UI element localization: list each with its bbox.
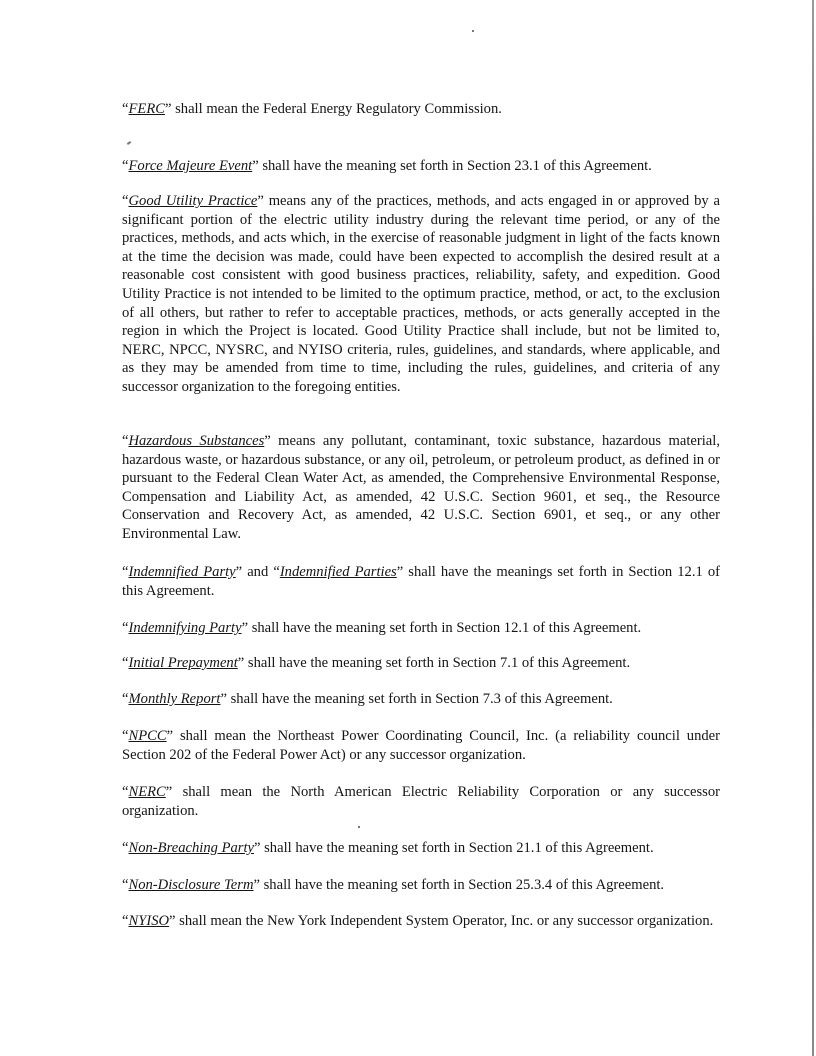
term: Force Majeure Event xyxy=(128,158,253,174)
term: Monthly Report xyxy=(128,691,221,707)
definition-non-breaching-party: “Non-Breaching Party” shall have the meaning set forth in Section 21.1 of this Agreement. xyxy=(122,840,654,856)
term: Non-Breaching Party xyxy=(128,840,254,856)
definition-text: shall have the meanings set forth in Section 12.1 of this Agreement. xyxy=(122,564,720,599)
definition-nyiso: “NYISO” shall mean the New York Independent System Operator, Inc. or any successor organization. xyxy=(122,913,714,929)
definition-initial-prepayment: “Initial Prepayment” shall have the meaning set forth in Section 7.1 of this Agreement. xyxy=(122,655,631,671)
scan-speck xyxy=(127,141,131,145)
definition-text: means any pollutant, contaminant, toxic substance, hazardous material, hazardous waste, or hazardous substance, or any oil, petroleum, or petroleum product, as defined in or pursuant to the Federal Clean Water Act, as amended, the Comprehensive Environmental Response, Compensation and Liability Act, as amended, 42 U.S.C. Section 9601, et seq., the Resource Conservation and Recovery Act, as amended, 42 U.S.C. Section 6901, et seq., or any other Environmental Law. xyxy=(122,433,720,542)
term: Initial Prepayment xyxy=(128,655,238,671)
definition-text: and xyxy=(242,564,274,580)
definition-force-majeure-event: “Force Majeure Event” shall have the meaning set forth in Section 23.1 of this Agreement. xyxy=(122,158,652,174)
term: Non-Disclosure Term xyxy=(128,877,254,893)
scan-speck xyxy=(358,826,360,828)
term: NERC xyxy=(128,784,166,800)
definition-text: shall have the meaning set forth in Section 7.3 of this Agreement. xyxy=(226,691,613,707)
term: Hazardous Substances xyxy=(128,433,265,449)
definition-text: shall mean the Federal Energy Regulatory Commission. xyxy=(171,101,502,117)
definition-text: shall have the meaning set forth in Section 21.1 of this Agreement. xyxy=(260,840,654,856)
definition-text: shall have the meaning set forth in Section 12.1 of this Agreement. xyxy=(248,620,642,636)
definition-text: shall have the meaning set forth in Section 7.1 of this Agreement. xyxy=(244,655,631,671)
term: NYISO xyxy=(128,913,170,929)
term: FERC xyxy=(128,101,165,117)
definition-text: means any of the practices, methods, and acts engaged in or approved by a significant portion of the electric utility industry during the relevant time period, or any of the practices, methods, and acts which, in the exercise of reasonable judgment in light of the facts known at the time the decision was made, could have been expected to accomplish the desired result at a reasonable cost consistent with good business practices, reliability, safety, and expedition. Good Utility Practice is not intended to be limited to the optimum practice, method, or act, to the exclusion of all others, but rather to refer to acceptable practices, methods, or acts generally accepted in the region in which the Project is located. Good Utility Practice shall include, but not be limited to, NERC, NPCC, NYSRC, and NYISO criteria, rules, guidelines, and standards, where applicable, and as they may be amended from time to time, including the rules, guidelines, and criteria of any successor organization to the foregoing entities. xyxy=(122,193,721,395)
scan-edge-line xyxy=(812,0,814,1056)
scan-speck xyxy=(472,30,474,32)
definition-text: shall mean the New York Independent System Operator, Inc. or any successor organization. xyxy=(175,913,714,929)
definition-text: shall mean the North American Electric Reliability Corporation or any successor organization. xyxy=(122,784,720,819)
definition-text: shall mean the Northeast Power Coordinating Council, Inc. (a reliability council under Section 202 of the Federal Power Act) or any successor organization. xyxy=(122,728,720,763)
definition-text: shall have the meaning set forth in Section 25.3.4 of this Agreement. xyxy=(259,877,665,893)
definition-monthly-report: “Monthly Report” shall have the meaning set forth in Section 7.3 of this Agreement. xyxy=(122,691,613,707)
term: Indemnified Parties xyxy=(279,564,397,580)
term: Indemnified Party xyxy=(128,564,236,580)
term: Good Utility Practice xyxy=(128,193,258,209)
definition-npcc: “NPCC” shall mean the Northeast Power Coordinating Council, Inc. (a reliability council under Section 202 of the Federal Power Act) or any successor organization. xyxy=(122,728,720,763)
definition-non-disclosure-term: “Non-Disclosure Term” shall have the meaning set forth in Section 25.3.4 of this Agreement. xyxy=(122,877,665,893)
definition-nerc: “NERC” shall mean the North American Electric Reliability Corporation or any successor organization. xyxy=(122,784,720,819)
term: Indemnifying Party xyxy=(128,620,242,636)
definition-indemnifying-party: “Indemnifying Party” shall have the meaning set forth in Section 12.1 of this Agreement. xyxy=(122,620,642,636)
term: NPCC xyxy=(128,728,167,744)
definition-good-utility-practice: “Good Utility Practice” means any of the practices, methods, and acts engaged in or approved by a significant portion of the electric utility industry during the relevant time period, or any of the practices, methods, and acts which, in the exercise of reasonable judgment in light of the facts known at the time the decision was made, could have been expected to accomplish the desired result at a reasonable cost consistent with good business practices, reliability, safety, and expedition. Good Utility Practice is not intended to be limited to the optimum practice, method, or act, to the exclusion of all others, but rather to refer to acceptable practices, methods, or acts generally accepted in the region in which the Project is located. Good Utility Practice shall include, but not be limited to, NERC, NPCC, NYSRC, and NYISO criteria, rules, guidelines, and standards, where applicable, and as they may be amended from time to time, including the rules, guidelines, and criteria of any successor organization to the foregoing entities. xyxy=(122,193,721,395)
definition-indemnified-party: “Indemnified Party” and “Indemnified Parties” shall have the meanings set forth in Section 12.1 of this Agreement. xyxy=(122,564,720,599)
definition-hazardous-substances: “Hazardous Substances” means any pollutant, contaminant, toxic substance, hazardous material, hazardous waste, or hazardous substance, or any oil, petroleum, or petroleum product, as defined in or pursuant to the Federal Clean Water Act, as amended, the Comprehensive Environmental Response, Compensation and Liability Act, as amended, 42 U.S.C. Section 9601, et seq., the Resource Conservation and Recovery Act, as amended, 42 U.S.C. Section 6901, et seq., or any other Environmental Law. xyxy=(122,433,720,542)
definition-ferc: “FERC” shall mean the Federal Energy Regulatory Commission. xyxy=(122,101,502,117)
definition-text: shall have the meaning set forth in Section 23.1 of this Agreement. xyxy=(258,158,652,174)
